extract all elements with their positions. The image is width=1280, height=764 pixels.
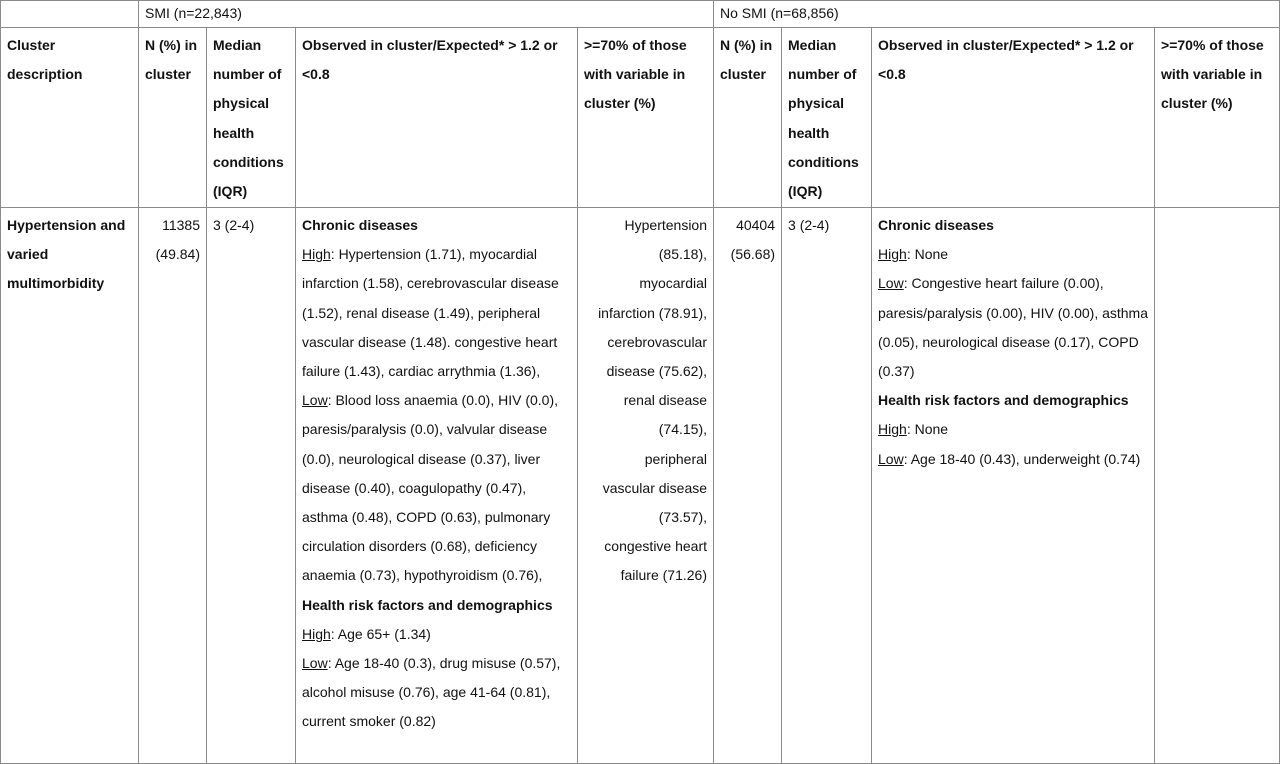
- smi-risk-high-text: : Age 65+ (1.34): [330, 625, 431, 642]
- nosmi-risk-low-text: : Age 18-40 (0.43), underweight (0.74): [903, 450, 1141, 467]
- smi-risk-high-label: High: [302, 625, 331, 642]
- smi-pct70-line: Hypertension: [624, 217, 708, 233]
- smi-high-label: High: [302, 246, 331, 263]
- header-nosmi-n-pct: N (%) in cluster: [714, 28, 782, 208]
- nosmi-observed-cell: [872, 208, 1155, 764]
- header-smi-pct70: >=70% of those with variable in cluster (%): [578, 28, 714, 208]
- nosmi-risk-high-label: High: [878, 421, 907, 438]
- nosmi-risk-low-block: [878, 451, 1140, 467]
- smi-low-block: [302, 392, 558, 583]
- group-header-row: [1, 1, 1280, 28]
- nosmi-high-text: : None: [906, 246, 949, 263]
- smi-pct70-line: (85.18),: [658, 246, 708, 263]
- smi-group-header: SMI (n=22,843): [139, 1, 714, 28]
- smi-pct70-line: peripheral: [644, 450, 708, 467]
- nosmi-low-text: : Congestive heart failure (0.00), paresis/paralysis (0.00), HIV (0.00), asthma (0.05), neurological disease (0.17), COPD (0.37): [878, 275, 1149, 380]
- smi-pct70-cell: [578, 208, 714, 764]
- smi-risk-low-block: [302, 655, 560, 729]
- table-row: [1, 208, 1280, 764]
- smi-pct70-line: congestive heart: [604, 538, 708, 555]
- nosmi-chronic-heading: Chronic diseases: [878, 217, 994, 233]
- nosmi-risk-low-label: Low: [878, 450, 904, 467]
- empty-corner-cell: [1, 1, 139, 28]
- column-header-row: [1, 28, 1280, 208]
- smi-n-value: 11385: [162, 217, 200, 233]
- header-smi-observed: Observed in cluster/Expected* > 1.2 or <0.8: [296, 28, 578, 208]
- smi-pct70-line: disease (75.62),: [606, 363, 708, 380]
- smi-high-block: [302, 246, 559, 379]
- smi-n-cell: [139, 208, 207, 764]
- smi-pct70-line: cerebrovascular: [607, 333, 708, 350]
- nosmi-n-cell: [714, 208, 782, 764]
- nosmi-pct-value: (56.68): [730, 246, 776, 263]
- cluster-description-cell: Hypertension and varied multimorbidity: [1, 208, 139, 764]
- smi-observed-cell: [296, 208, 578, 764]
- smi-pct70-line: (74.15),: [658, 421, 708, 438]
- smi-pct70-line: failure (71.26): [620, 567, 708, 584]
- smi-pct70-line: vascular disease: [602, 479, 708, 496]
- nosmi-median-cell: 3 (2-4): [782, 208, 872, 764]
- header-smi-n-pct: N (%) in cluster: [139, 28, 207, 208]
- smi-pct-value: (49.84): [155, 246, 200, 263]
- header-nosmi-observed: Observed in cluster/Expected* > 1.2 or <0.8: [872, 28, 1155, 208]
- smi-pct70-line: renal disease: [623, 392, 708, 409]
- smi-risk-low-text: : Age 18-40 (0.3), drug misuse (0.57), alcohol misuse (0.76), age 41-64 (0.81), current smoker (0.82): [302, 655, 561, 730]
- smi-median-cell: 3 (2-4): [207, 208, 296, 764]
- smi-pct70-line: myocardial: [639, 275, 708, 292]
- smi-risk-heading: Health risk factors and demographics: [302, 596, 553, 613]
- header-smi-median: Median number of physical health conditions (IQR): [207, 28, 296, 208]
- nosmi-risk-high-text: : None: [906, 421, 949, 438]
- smi-pct70-line: infarction (78.91),: [598, 304, 708, 321]
- nosmi-low-label: Low: [878, 275, 904, 292]
- smi-risk-high-block: [302, 626, 431, 642]
- header-nosmi-median: Median number of physical health conditions (IQR): [782, 28, 872, 208]
- header-nosmi-pct70: >=70% of those with variable in cluster (%): [1155, 28, 1280, 208]
- smi-risk-low-label: Low: [302, 655, 328, 672]
- nosmi-high-block: [878, 246, 948, 262]
- smi-low-text: : Blood loss anaemia (0.0), HIV (0.0), paresis/paralysis (0.0), valvular disease (0.0), neurological disease (0.37), liver disease (0.40), coagulopathy (0.47), asthma (0.48), COPD (0.63), pulmonary circulation disorders (0.68), deficiency anaemia (0.73), hypothyroidism (0.76),: [302, 392, 559, 584]
- smi-pct70-line: (73.57),: [658, 509, 708, 526]
- nosmi-group-header: No SMI (n=68,856): [714, 1, 1280, 28]
- smi-low-label: Low: [302, 392, 328, 409]
- smi-high-text: : Hypertension (1.71), myocardial infarction (1.58), cerebrovascular disease (1.52), renal disease (1.49), peripheral vascular disease (1.48). congestive heart failure (1.43), cardiac arrythmia (1.36),: [302, 246, 559, 380]
- nosmi-pct70-cell: [1155, 208, 1280, 764]
- smi-chronic-heading: Chronic diseases: [302, 217, 418, 233]
- header-cluster-description: Cluster description: [1, 28, 139, 208]
- nosmi-n-value: 40404: [736, 217, 776, 233]
- nosmi-low-block: [878, 275, 1148, 379]
- nosmi-high-label: High: [878, 246, 907, 263]
- nosmi-risk-heading: Health risk factors and demographics: [878, 392, 1129, 409]
- nosmi-risk-high-block: [878, 421, 948, 437]
